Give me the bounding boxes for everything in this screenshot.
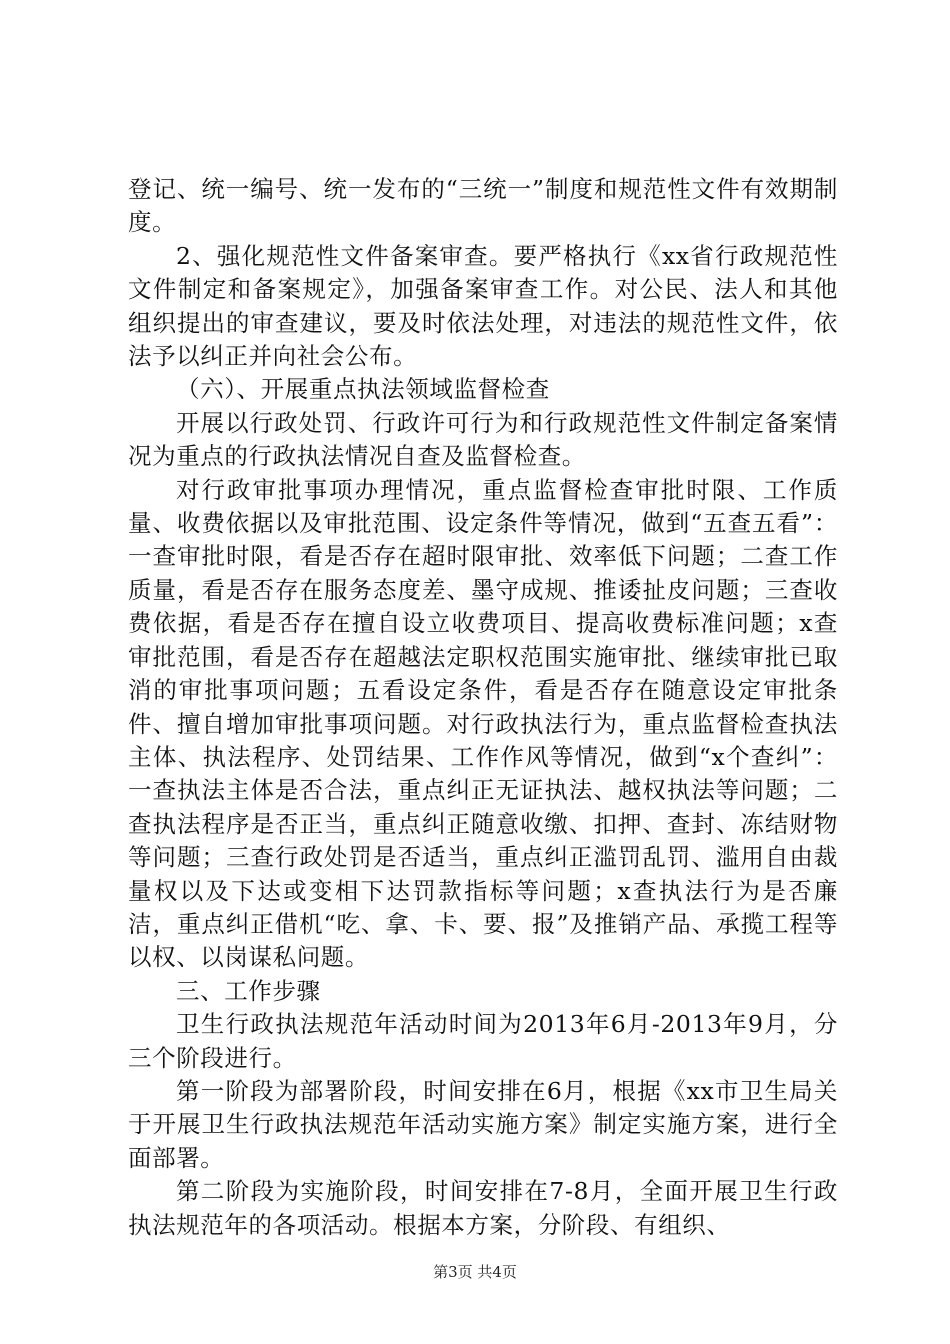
section-heading-3: 三、工作步骤 — [176, 976, 321, 1005]
section-heading-6: （六）、开展重点执法领域监督检查 — [176, 375, 550, 404]
paragraph-0: 登记、统一编号、统一发布的“三统一”制度和规范性文件有效期制度。 — [128, 175, 838, 237]
paragraph-7: 第一阶段为部署阶段，时间安排在6月，根据《xx市卫生局关于开展卫生行政执法规范年活动实施方案》制定实施方案，进行全面部署。 — [128, 1076, 838, 1172]
paragraph-4: 对行政审批事项办理情况，重点监督检查审批时限、工作质量、收费依据以及审批范围、设定条件等情况，做到“五查五看”：一查审批时限，看是否存在超时限审批、效率低下问题；二查工作质量，看是否存在服务态度差、墨守成规、推诿扯皮问题；三查收费依据，看是否存在擅自设立收费项目、提高收费标准问题；x查审批范围，看是否存在超越法定职权范围实施审批、继续审批已取消的审批事项问题；五看设定条件，看是否存在随意设定审批条件、擅自增加审批事项问题。对行政执法行为，重点监督检查执法主体、执法程序、处罚结果、工作作风等情况，做到“x个查纠”：一查执法主体是否合法，重点纠正无证执法、越权执法等问题；二查执法程序是否正当，重点纠正随意收缴、扣押、查封、冻结财物等问题；三查行政处罚是否适当，重点纠正滥罚乱罚、滥用自由裁量权以及下达或变相下达罚款指标等问题；x查执法行为是否廉洁，重点纠正借机“吃、拿、卡、要、报”及推销产品、承揽工程等以权、以岗谋私问题。 — [128, 475, 838, 972]
paragraph-3: 开展以行政处罚、行政许可行为和行政规范性文件制定备案情况为重点的行政执法情况自查及监督检查。 — [128, 408, 838, 471]
document-body — [128, 173, 838, 1242]
paragraph-8: 第二阶段为实施阶段，时间安排在7-8月，全面开展卫生行政执法规范年的各项活动。根据本方案，分阶段、有组织、 — [128, 1177, 838, 1239]
page-number-footer: 第3页 共4页 — [433, 1263, 517, 1281]
paragraph-1: 2、强化规范性文件备案审查。要严格执行《xx省行政规范性文件制定和备案规定》，加强备案审查工作。对公民、法人和其他组织提出的审查建议，要及时依法处理，对违法的规范性文件，依法予以纠正并向社会公布。 — [128, 241, 838, 371]
paragraph-6: 卫生行政执法规范年活动时间为2013年6月-2013年9月，分三个阶段进行。 — [128, 1010, 838, 1072]
